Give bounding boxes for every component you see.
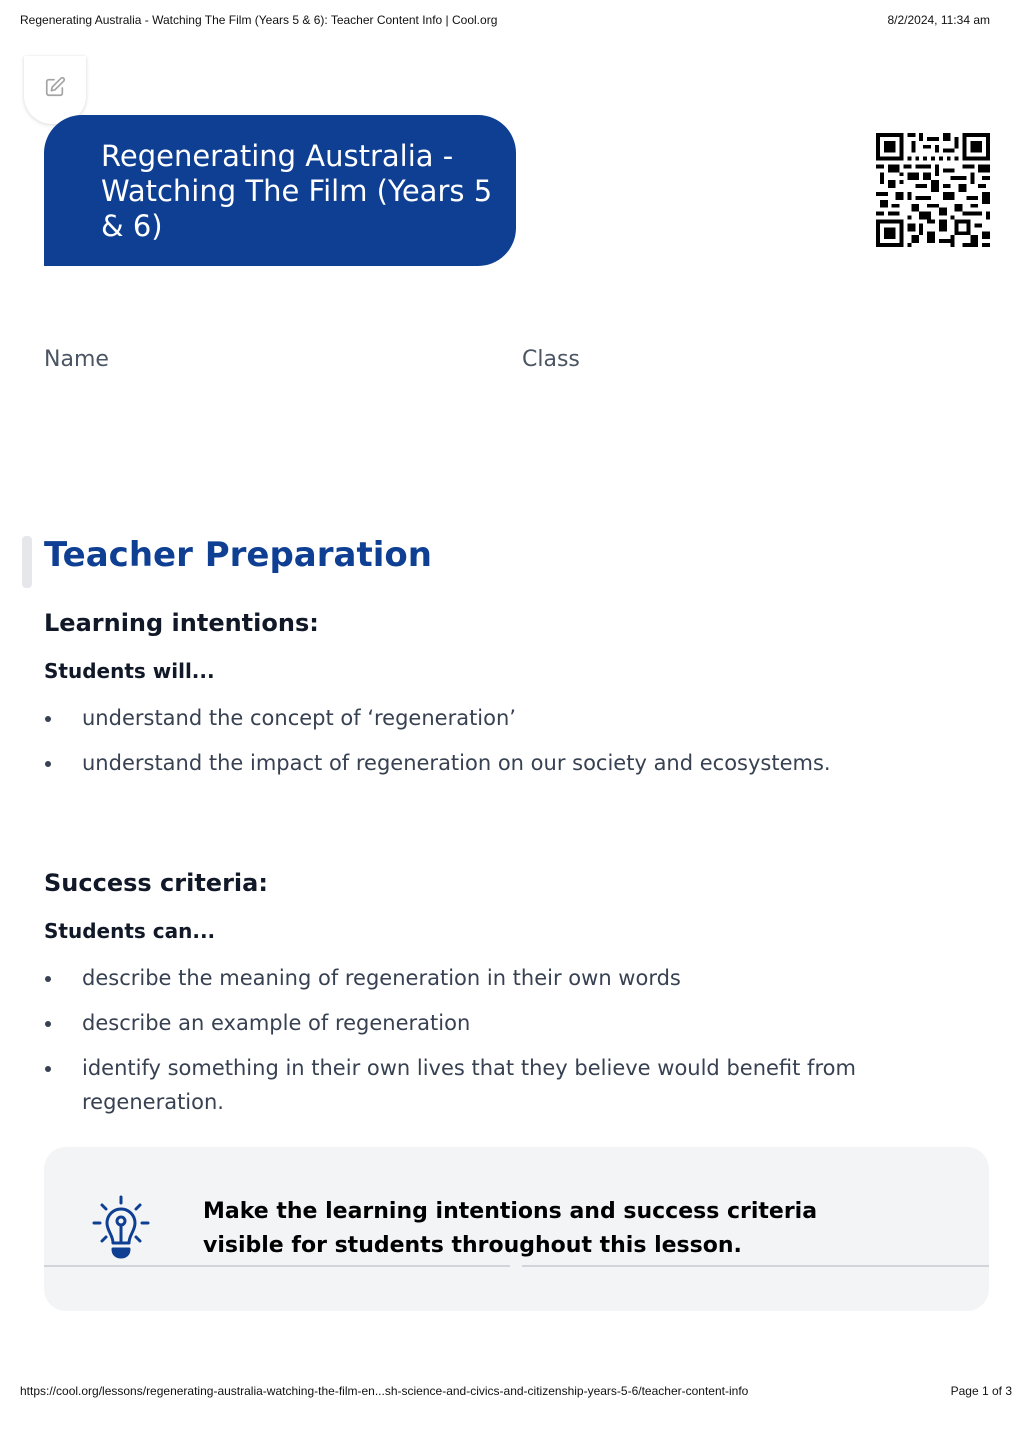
edit-button[interactable] xyxy=(24,56,86,124)
title-banner xyxy=(44,115,516,266)
qr-code-icon xyxy=(876,133,990,247)
class-field-label: Class xyxy=(522,347,580,372)
print-url: https://cool.org/lessons/regenerating-australia-watching-the-film-en...sh-science-and-civics-and-citizenship-years-5-6/teacher-content-info xyxy=(20,1384,749,1398)
edit-icon xyxy=(44,76,66,98)
name-field-label: Name xyxy=(44,347,109,372)
divider xyxy=(44,1265,510,1267)
learning-intentions-lead: Students will... xyxy=(44,659,215,683)
list-item: understand the impact of regeneration on our society and ecosystems. xyxy=(44,746,962,780)
learning-intentions-heading: Learning intentions: xyxy=(44,609,319,637)
tip-callout xyxy=(44,1147,989,1311)
print-page-title: Regenerating Australia - Watching The Film (Years 5 & 6): Teacher Content Info | Cool.org xyxy=(20,13,498,27)
lesson-title: Regenerating Australia - Watching The Film (Years 5 & 6) xyxy=(101,139,493,243)
section-accent-bar xyxy=(22,536,32,588)
list-item: identify something in their own lives that they believe would benefit from regeneration. xyxy=(44,1051,962,1119)
success-criteria-heading: Success criteria: xyxy=(44,869,268,897)
list-item: describe an example of regeneration xyxy=(44,1006,962,1040)
section-title: Teacher Preparation xyxy=(44,535,432,575)
page-indicator: Page 1 of 3 xyxy=(950,1384,1012,1398)
divider xyxy=(522,1265,989,1267)
learning-intentions-list xyxy=(44,701,962,791)
success-criteria-list xyxy=(44,961,962,1130)
list-item: describe the meaning of regeneration in their own words xyxy=(44,961,962,995)
tip-text: Make the learning intentions and success criteria visible for students throughout this lesson. xyxy=(203,1199,818,1258)
success-criteria-lead: Students can... xyxy=(44,919,216,943)
list-item: understand the concept of ‘regeneration’ xyxy=(44,701,962,735)
print-datetime: 8/2/2024, 11:34 am xyxy=(887,13,990,27)
lightbulb-icon xyxy=(89,1195,153,1263)
